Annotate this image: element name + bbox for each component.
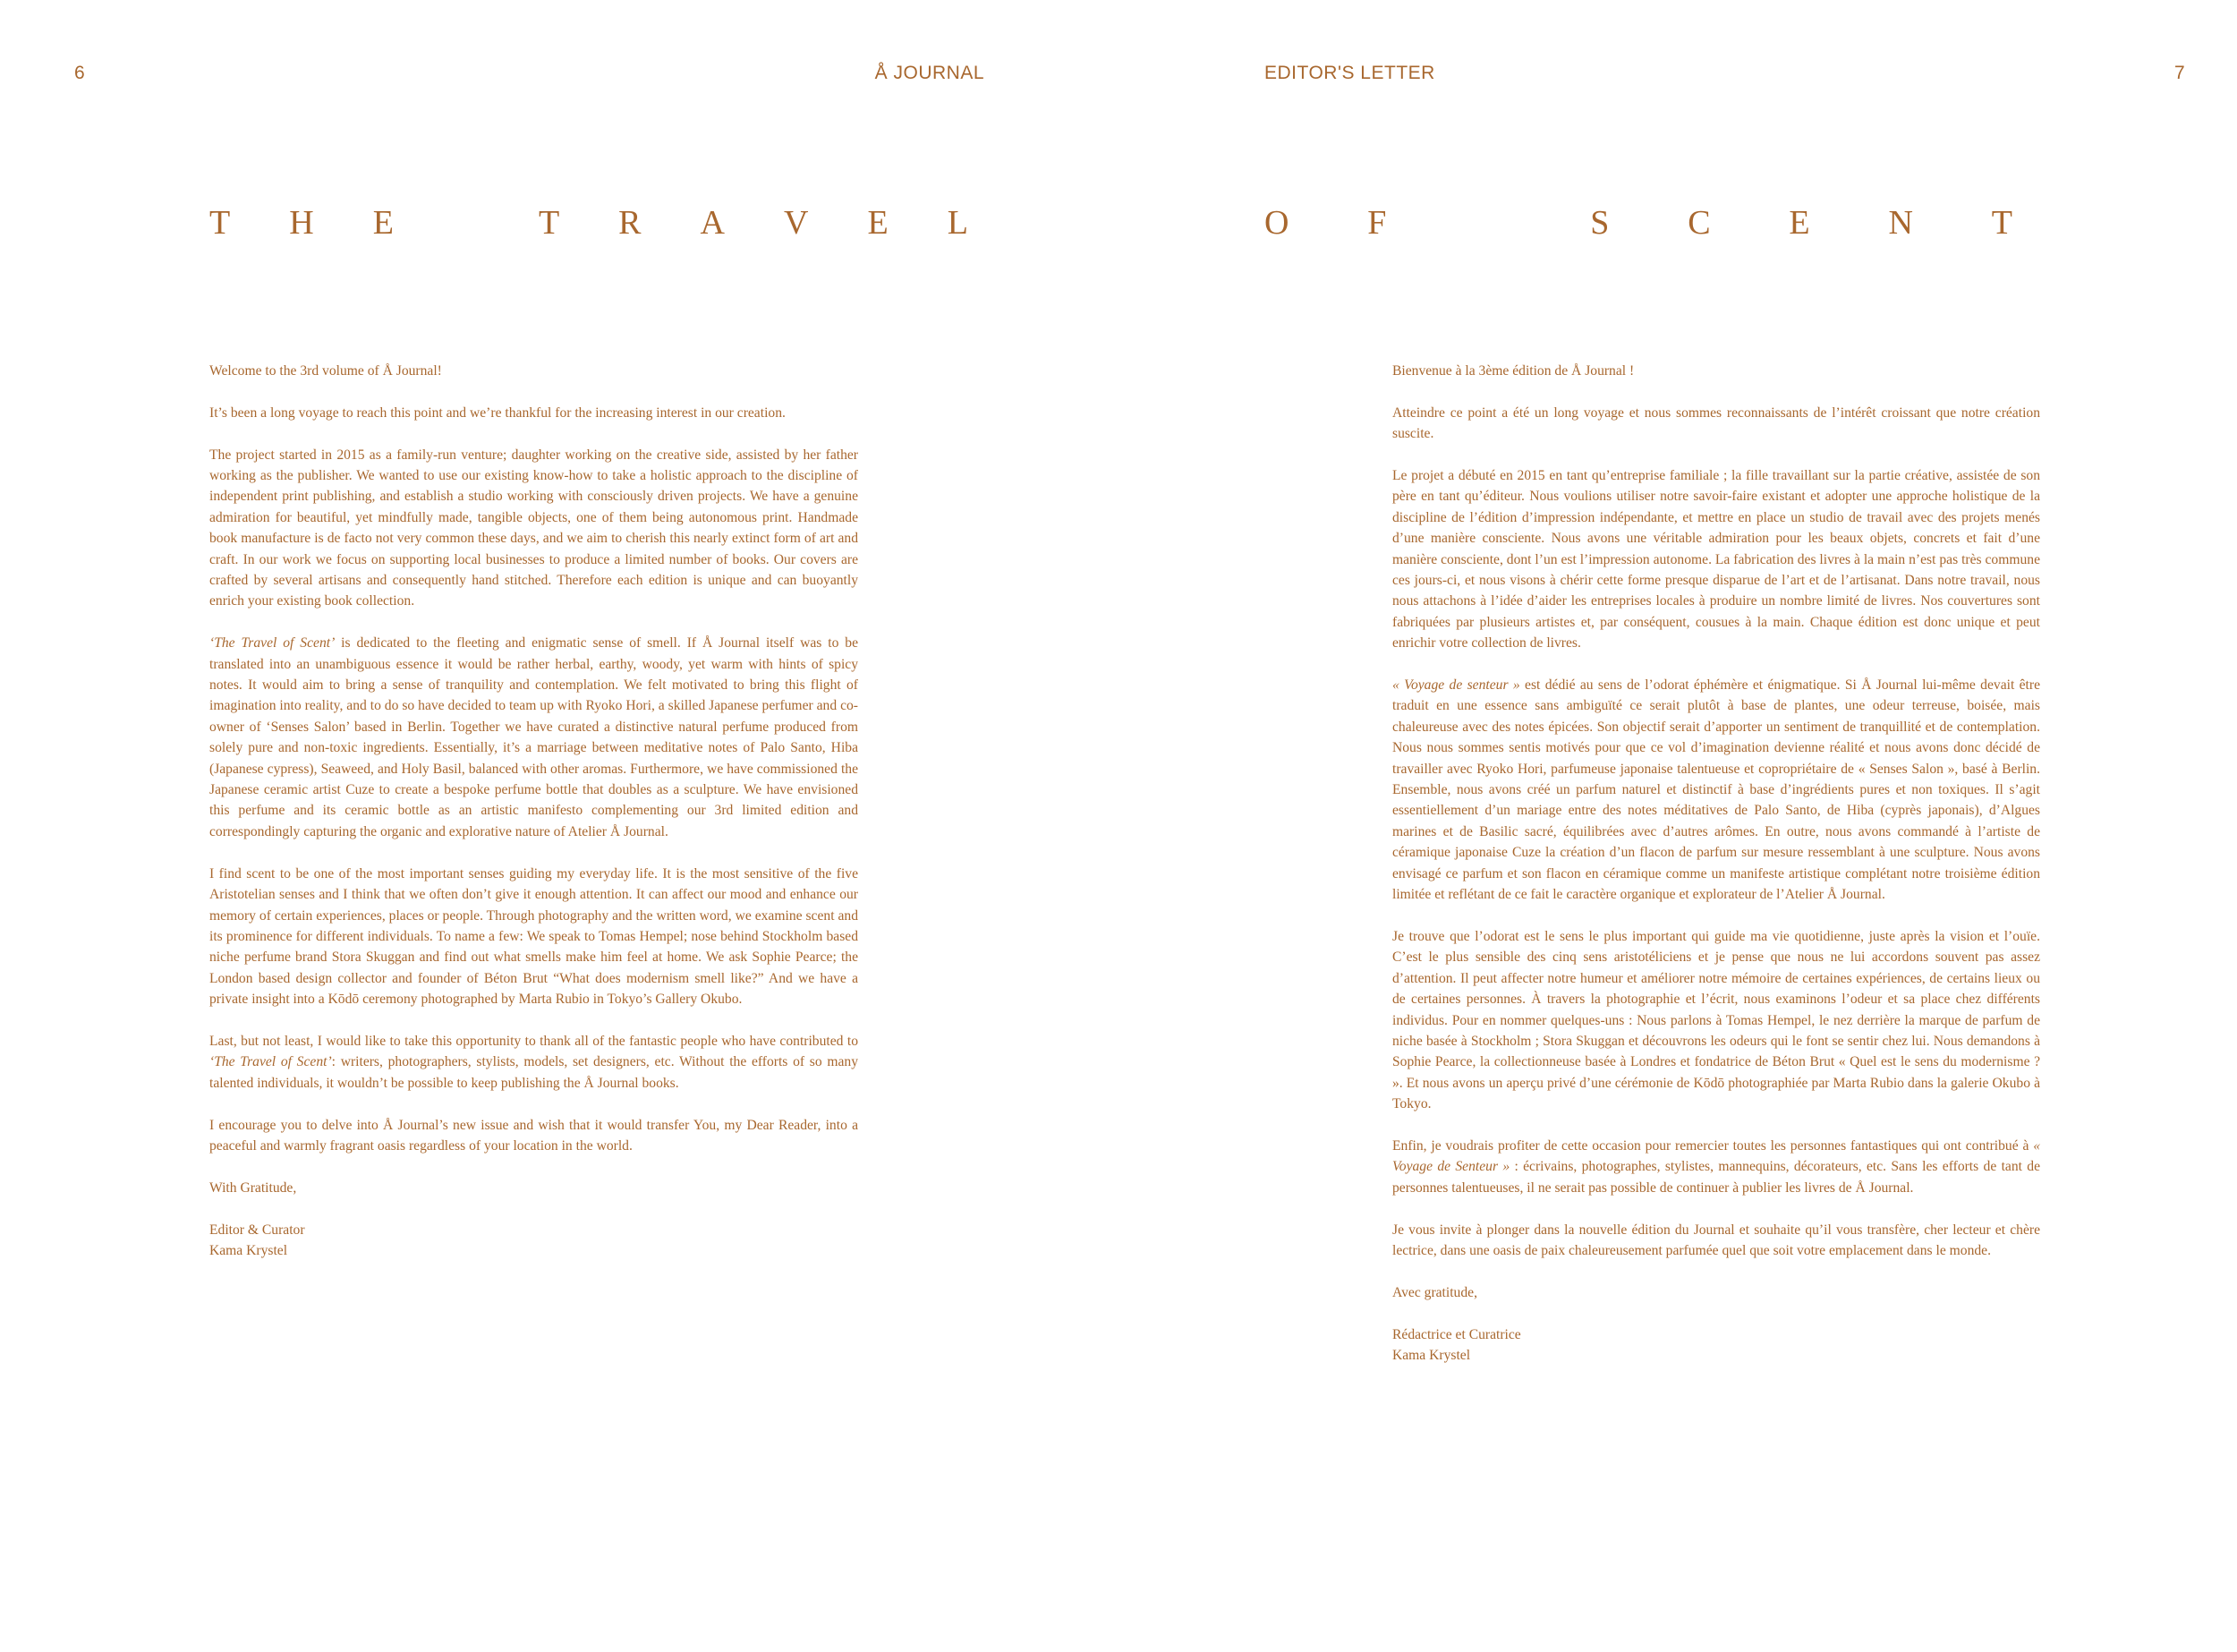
paragraph: I find scent to be one of the most important senses guiding my everyday life. It is the most sensitive of the five Aristotelian senses and I think that we often don’t give it enough attention. It can affect our mood and enhance our memory of certain experiences, places or people. Through photography and the written word, we examine scent and its prominence for different individuals. To name a few: We speak to Tomas Hempel; nose behind Stockholm based niche perfume brand Stora Skuggan and find out what smells make him feel at home. We ask Sophie Pearce; the London based design collector and founder of Béton Brut “What does modernism smell like?” And we have a private insight into a Kōdō ceremony photographed by Marta Rubio in Tokyo’s Gallery Okubo. [209, 865, 858, 1008]
paragraph: ‘The Travel of Scent’ is dedicated to the fleeting and enigmatic sense of smell. If Å Journal itself was to be translated into an unambiguous essence it would be rather herbal, earthy, woody, yet warm with hints of spicy notes. It would aim to bring a sense of tranquility and contemplation. We felt motivated to bring this flight of imagination into reality, and to do so have decided to team up with Ryoko Hori, a skilled Japanese perfumer and co-owner of ‘Senses Salon’ based in Berlin. Together we have curated a distinctive natural perfume produced from solely pure and non-toxic ingredients. Essentially, it’s a marriage between meditative notes of Palo Santo, Hiba (Japanese cypress), Seaweed, and Holy Basil, balanced with other aromas. Furthermore, we have commissioned the Japanese ceramic artist Cuze to create a bespoke perfume bottle that doubles as a sculpture. We have envisioned this perfume and its ceramic bottle as an artistic manifesto complementing our 3rd limited edition and correspondingly capturing the organic and explorative nature of Atelier Å Journal. [209, 635, 858, 839]
title-letter: E [867, 204, 889, 242]
title-letter: V [784, 204, 809, 242]
paragraph: Le projet a débuté en 2015 en tant qu’entreprise familiale ; la fille travaillant sur la partie créative, assistée de son père en tant qu’éditeur. Nous voulions utiliser notre savoir-faire existant et adopter une approche holistique de la discipline de l’édition d’impression indépendante, et mettre en place un studio de travail avec des projets menés d’une manière consciente. Nous avons une véritable admiration pour les beaux objets, concrets et fait d’une manière consciente, dont l’un est l’impression autonome. La fabrication des livres à la main n’est pas très commune ces jours-ci, et nous visons à chérir cette forme presque disparue de l’art et de l’artisanat. Dans notre travail, nous nous attachons à l’idée d’aider les entreprises locales à produire un nombre limité de livres. Nos couvertures sont fabriquées par plusieurs artistes et, par conséquent, cousues à la main. Chaque édition est donc unique et peut enrichir votre collection de livres. [1392, 468, 2040, 651]
book-title: ‘The Travel of Scent’ [209, 635, 336, 651]
paragraph: Je vous invite à plonger dans la nouvelle édition du Journal et souhaite qu’il vous transfère, cher lecteur et chère lectrice, dans une oasis de paix chaleureusement parfumée quel que soit votre emplacement dans le monde. [1392, 1222, 2040, 1258]
journal-name: Å JOURNAL [874, 63, 984, 83]
paragraph: It’s been a long voyage to reach this point and we’re thankful for the increasing interest in our creation. [209, 404, 786, 421]
title-letter: H [289, 204, 314, 242]
title-right [1264, 200, 2012, 245]
title-letter: C [1688, 204, 1711, 242]
closing: Avec gratitude, [1392, 1284, 1477, 1300]
title-letter: F [1367, 204, 1387, 242]
closing: With Gratitude, [209, 1179, 297, 1196]
paragraph: Bienvenue à la 3ème édition de Å Journal ! [1392, 363, 1635, 379]
left-page [0, 0, 1118, 1652]
title-letter: S [1590, 204, 1610, 242]
running-head-right: EDITOR'S LETTER [1264, 63, 1435, 83]
title-letter: N [1888, 204, 1913, 242]
title-letter: R [618, 204, 642, 242]
title-letter: T [209, 204, 231, 242]
title-left [209, 200, 968, 245]
paragraph: I encourage you to delve into Å Journal’s new issue and wish that it would transfer You, my Dear Reader, into a peaceful and warmly fragrant oasis regardless of your location in the world. [209, 1117, 858, 1154]
page-number-left: 6 [74, 63, 86, 83]
running-head-left [0, 63, 984, 84]
title-letter: T [538, 204, 560, 242]
signature-role: Rédactrice et Curatrice [1392, 1326, 1521, 1342]
paragraph: Welcome to the 3rd volume of Å Journal! [209, 363, 442, 379]
letter-body-french [1392, 361, 2040, 1366]
title-letter: T [1991, 204, 2012, 242]
paragraph: Last, but not least, I would like to take this opportunity to thank all of the fantastic people who have contributed to ‘The Travel of Scent’: writers, photographers, stylists, models, set designers, etc. Without the efforts of so many talented individuals, it wouldn’t be possible to keep publishing the Å Journal books. [209, 1033, 858, 1091]
title-letter: L [947, 204, 968, 242]
book-title: « Voyage de senteur » [1392, 677, 1520, 694]
letter-body-english [209, 361, 858, 1261]
title-letter: E [1789, 204, 1810, 242]
signature-role: Editor & Curator [209, 1222, 305, 1238]
title-letter: O [1264, 204, 1289, 242]
book-title: ‘The Travel of Scent’ [209, 1054, 332, 1070]
page-number-right: 7 [2174, 63, 2186, 83]
paragraph: Enfin, je voudrais profiter de cette occasion pour remercier toutes les personnes fantastiques qui ont contribué à « Voyage de Senteur » : écrivains, photographes, stylistes, mannequins, décorateurs, etc. Sans les efforts de tant de personnes talentueuses, il ne serait pas possible de continuer à publier les livres de Å Journal. [1392, 1137, 2040, 1196]
right-page [1118, 0, 2237, 1652]
title-letter: E [372, 204, 394, 242]
paragraph: The project started in 2015 as a family-run venture; daughter working on the creative side, assisted by her father working as the publisher. We wanted to use our existing know-how to take a holistic approach to the discipline of independent print publishing, and establish a studio working with consciously driven projects. We have a genuine admiration for beautiful, yet mindfully made, tangible objects, one of them being autonomous print. Handmade book manufacture is de facto not very common these days, and we aim to cherish this nearly extinct form of art and craft. In our work we focus on supporting local businesses to produce a limited number of books. Our covers are crafted by several artisans and consequently hand stitched. Therefore each edition is unique and can buoyantly enrich your existing book collection. [209, 447, 858, 609]
paragraph: Je trouve que l’odorat est le sens le plus important qui guide ma vie quotidienne, juste après la vision et l’ouïe. C’est le plus sensible des cinq sens aristotéliciens et je pense que nous ne lui accordons souvent pas assez d’attention. Il peut affecter notre humeur et améliorer notre mémoire de certaines expériences, de certains lieux ou de certaines personnes. À travers la photographie et l’écrit, nous examinons l’odeur et sa place chez différents individus. Pour en nommer quelques-uns : Nous parlons à Tomas Hempel, le nez derrière la marque de parfum de niche basée à Stockholm ; Stora Skuggan et découvrons les odeurs qui le font se sentir chez lui. Nous demandons à Sophie Pearce, la collectionneuse basée à Londres et fondatrice de Béton Brut « Quel est le sens du modernisme ? ». Et nous avons un aperçu privé d’une cérémonie de Kōdō photographiée par Marta Rubio dans la galerie Okubo à Tokyo. [1392, 928, 2040, 1112]
signature-name: Kama Krystel [209, 1242, 288, 1258]
paragraph: Atteindre ce point a été un long voyage et nous sommes reconnaissants de l’intérêt croissant que notre création suscite. [1392, 404, 2040, 442]
book-title: « Voyage de Senteur » [1392, 1137, 2040, 1175]
signature-name: Kama Krystel [1392, 1347, 1471, 1363]
title-letter: A [700, 204, 725, 242]
paragraph: « Voyage de senteur » est dédié au sens de l’odorat éphémère et énigmatique. Si Å Journal lui-même devait être traduit en une essence sans ambiguïté ce serait plutôt à base de plantes, une odeur terreuse, boisée, mais chaleureuse avec des notes épicées. Son objectif serait d’apporter un sentiment de tranquillité et de contemplation. Nous nous sommes sentis motivés pour que ce vol d’imagination devienne réalité et nous avons donc décidé de travailler avec Ryoko Hori, parfumeuse japonaise talentueuse et copropriétaire de « Senses Salon », basé à Berlin. Ensemble, nous avons créé un parfum naturel et distinctif à base d’ingrédients pures et non toxiques. Il s’agit essentiellement d’un mariage entre des notes méditatives de Palo Santo, de Hiba (cyprès japonais), d’Algues marines et de Basilic sacré, équilibrées avec d’autres arômes. En outre, nous avons commandé à l’artiste de céramique japonaise Cuze la création d’un flacon de parfum sur mesure ressemblant à une sculpture. Nous avons envisagé ce parfum et son flacon en céramique comme un manifeste artistique complétant notre troisième édition limitée et reflétant de ce fait le caractère organique et explorateur de l’Atelier Å Journal. [1392, 677, 2041, 903]
